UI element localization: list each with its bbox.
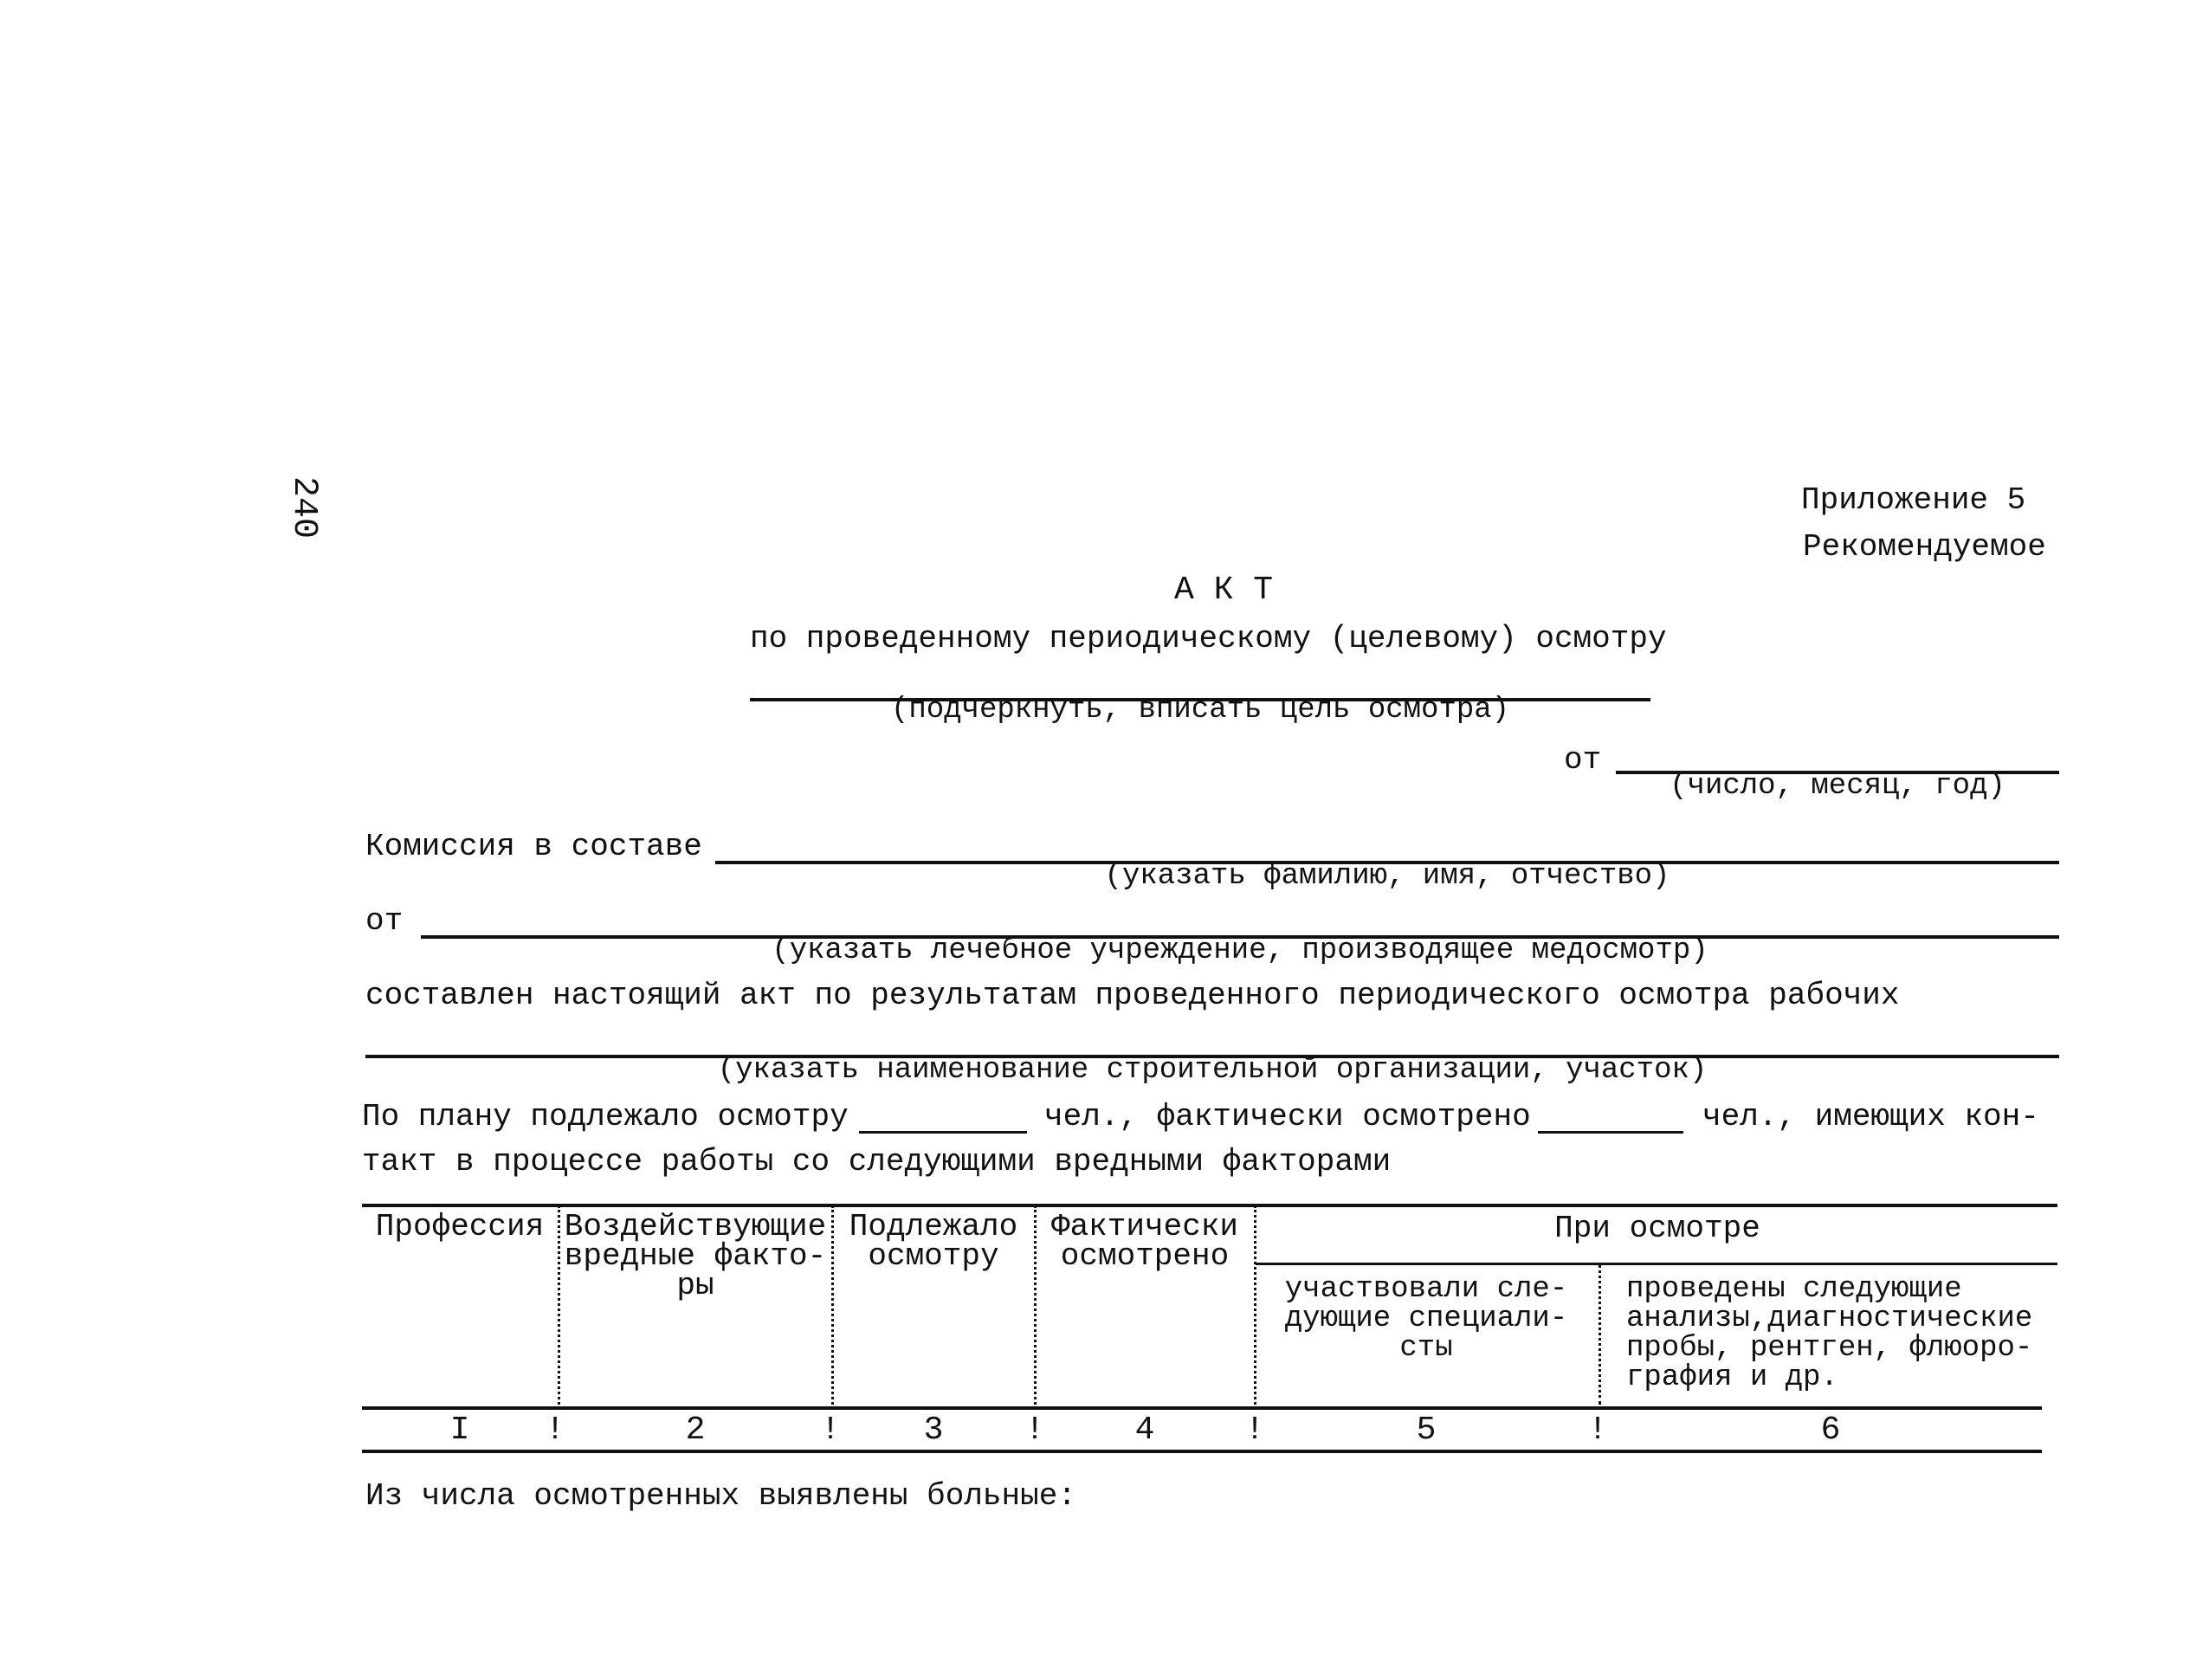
commission-hint: (указать фамилию, имя, отчество) xyxy=(1104,860,1670,893)
column-divider-4 xyxy=(1254,1205,1256,1405)
document-title: А К Т xyxy=(1174,572,1274,609)
plan-text-middle: чел., фактически осмотрено xyxy=(1044,1099,1531,1134)
appendix-number: Приложение 5 xyxy=(1801,482,2026,518)
plan-text-start: По плану подлежало осмотру xyxy=(362,1099,849,1134)
date-label: от xyxy=(1564,742,1602,778)
column-number-separator: ! xyxy=(1244,1412,1265,1449)
commission-label: Комиссия в составе xyxy=(365,829,702,864)
column-number-6: 6 xyxy=(1820,1412,1841,1449)
column-number-separator: ! xyxy=(820,1412,841,1449)
appendix-status: Рекомендуемое xyxy=(1803,529,2046,565)
header-during-inspection: При осмотре xyxy=(1554,1211,1760,1246)
table-bottom-rule xyxy=(362,1450,2042,1453)
institution-label: от xyxy=(365,903,404,939)
column-divider-3 xyxy=(1034,1205,1037,1405)
header-harmful-factors: Воздействующие вредные факто- ры xyxy=(564,1209,827,1303)
column-divider-5 xyxy=(1599,1264,1601,1405)
column-number-5: 5 xyxy=(1416,1412,1437,1449)
column-number-2: 2 xyxy=(685,1412,706,1449)
purpose-hint: (подчеркнуть, вписать цель осмотра) xyxy=(890,694,1510,727)
table-top-rule xyxy=(362,1204,2057,1207)
table-header-bottom-rule xyxy=(362,1406,2042,1410)
column-number-3: 3 xyxy=(923,1412,944,1449)
plan-text-end: чел., имеющих кон- xyxy=(1702,1099,2039,1134)
compiled-text: составлен настоящий акт по результатам проведенного периодического осмотра рабочих xyxy=(365,978,1900,1013)
date-hint: (число, месяц, год) xyxy=(1670,770,2005,803)
institution-hint: (указать лечебное учреждение, производящее медосмотр) xyxy=(772,934,1708,967)
sick-workers-heading: Из числа осмотренных выявлены больные: xyxy=(365,1478,1076,1514)
column-divider-2 xyxy=(831,1205,834,1405)
table-subheader-rule xyxy=(1256,1263,2057,1265)
column-number-4: 4 xyxy=(1134,1412,1155,1449)
header-analyses: проведены следующие анализы,диагностические пробы, рентген, флюоро- графия и др. xyxy=(1626,1273,2033,1394)
header-profession: Профессия xyxy=(375,1209,545,1244)
header-planned: Подлежало осмотру xyxy=(849,1209,1018,1274)
document-subtitle: по проведенному периодическому (целевому) осмотру xyxy=(750,621,1667,656)
header-specialists: участвовали сле- дующие специали- сты xyxy=(1284,1273,1568,1365)
plan-text-continuation: такт в процессе работы со следующими вредными факторами xyxy=(362,1144,1392,1179)
column-divider-1 xyxy=(558,1205,560,1405)
column-number-separator: ! xyxy=(545,1412,565,1449)
planned-count-blank xyxy=(859,1131,1027,1134)
header-actual: Фактически осмотрено xyxy=(1050,1209,1239,1274)
column-number-1: I xyxy=(449,1412,470,1449)
column-number-separator: ! xyxy=(1587,1412,1608,1449)
page-number: 240 xyxy=(284,476,323,540)
organization-hint: (указать наименование строительной организации, участок) xyxy=(717,1054,1708,1087)
column-number-separator: ! xyxy=(1024,1412,1045,1449)
actual-count-blank xyxy=(1538,1131,1683,1134)
